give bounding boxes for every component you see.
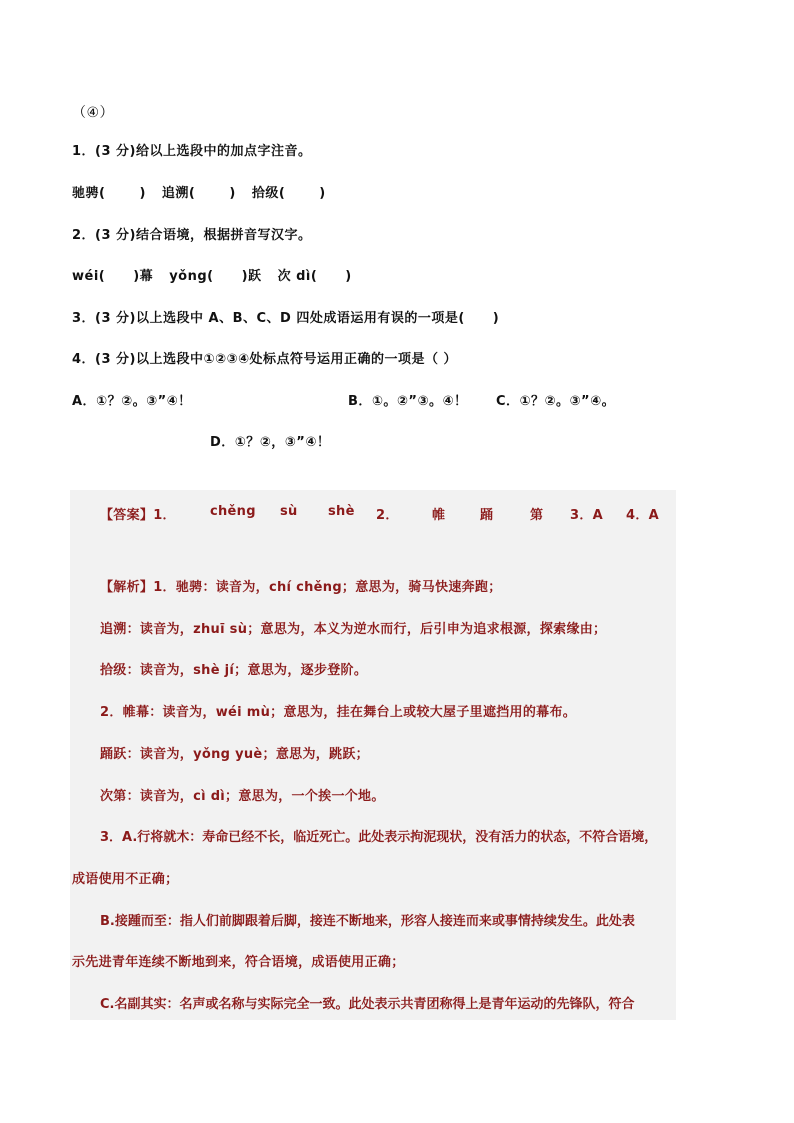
option-a: A．①？②。③”④！ bbox=[72, 394, 192, 409]
question-1: 1．(3 分)给以上选段中的加点字注音。 bbox=[72, 144, 312, 159]
analysis-line-10: 示先进青年连续不断地到来，符合语境，成语使用正确； bbox=[72, 955, 405, 970]
question-1-blanks: 驰骋( ) 追溯( ) 拾级( ) bbox=[72, 186, 326, 201]
option-d: D．①？②，③”④！ bbox=[210, 435, 331, 450]
answer-label: 【答案】1． bbox=[100, 508, 176, 523]
analysis-line-8: 成语使用不正确； bbox=[72, 872, 179, 887]
blank-shiji: 拾级( bbox=[251, 186, 286, 201]
blank-chicheng: 驰骋( bbox=[72, 186, 106, 201]
question-2-blanks: wéi( )幕 yǒng( )跃 次 dì( ) bbox=[72, 269, 352, 284]
analysis-line-5: 踊跃：读音为，yǒng yuè；意思为，跳跃； bbox=[100, 747, 369, 762]
question-4: 4．(3 分)以上选段中①②③④处标点符号运用正确的一项是（ ） bbox=[72, 352, 458, 367]
analysis-line-11: C.名副其实：名声或名称与实际完全一致。此处表示共青团称得上是青年运动的先锋队，符合 bbox=[100, 997, 635, 1012]
blank-zhuisu: 追溯( bbox=[161, 186, 196, 201]
question-3: 3．(3 分)以上选段中 A、B、C、D 四处成语运用有误的一项是( ) bbox=[72, 311, 500, 326]
option-b: B．①。②”③。④！ bbox=[348, 394, 468, 409]
answer-line: 【答案】1． chěng sù shè 2． 帷 踊 第 3．A 4．A bbox=[100, 504, 660, 523]
circled-number-line: （④） bbox=[72, 105, 115, 121]
analysis-line-6: 次第：读音为，cì dì；意思为，一个挨一个地。 bbox=[100, 789, 385, 804]
option-c: C．①？②。③”④。 bbox=[496, 394, 616, 409]
question-2: 2．(3 分)结合语境，根据拼音写汉字。 bbox=[72, 228, 312, 243]
analysis-line-2: 追溯：读音为，zhuī sù；意思为，本义为逆水而行，后引申为追求根源，探索缘由； bbox=[100, 622, 607, 637]
analysis-line-4: 2．帷幕：读音为，wéi mù；意思为，挂在舞台上或较大屋子里遮挡用的幕布。 bbox=[100, 705, 577, 720]
analysis-line-9: B.接踵而至：指人们前脚跟着后脚，接连不断地来，形容人接连而来或事情持续发生。此处表 bbox=[100, 914, 635, 929]
analysis-line-3: 拾级：读音为，shè jí；意思为，逐步登阶。 bbox=[100, 663, 368, 678]
analysis-line-1: 【解析】1．驰骋：读音为，chí chěng；意思为，骑马快速奔跑； bbox=[100, 580, 502, 595]
analysis-line-7: 3．A.行将就木：寿命已经不长，临近死亡。此处表示拘泥现状，没有活力的状态，不符合语境， bbox=[100, 830, 658, 845]
